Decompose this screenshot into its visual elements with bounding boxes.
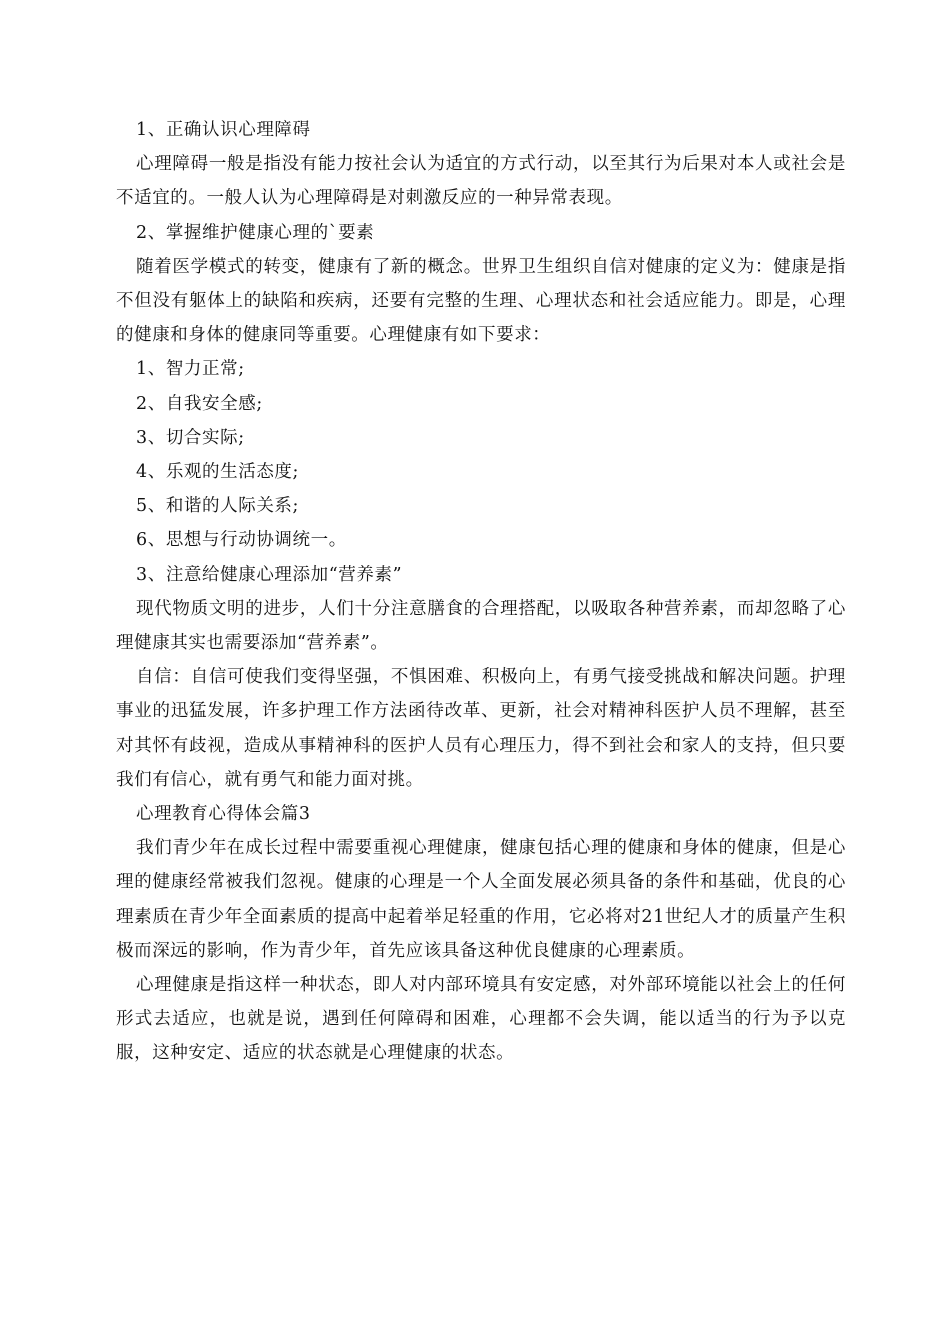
list-item: 5、和谐的人际关系; [136, 496, 300, 517]
heading-1: 1、正确认识心理障碍 [136, 120, 311, 140]
paragraph: 随着医学模式的转变，健康有了新的概念。世界卫生组织自信对健康的定义为：健康是指不但没有躯体上的缺陷和疾病，还要有完整的生理、心理状态和社会适应能力。即是，心理的健康和身体的健康同等重要。心理健康有如下要求： [116, 256, 846, 346]
section-title: 心理教育心得体会篇3 [136, 804, 311, 825]
paragraph: 心理障碍一般是指没有能力按社会认为适宜的方式行动，以至其行为后果对本人或社会是不适宜的。一般人认为心理障碍是对刺激反应的一种异常表现。 [116, 154, 846, 209]
list-item: 3、切合实际; [136, 427, 245, 448]
paragraph: 我们青少年在成长过程中需要重视心理健康，健康包括心理的健康和身体的健康，但是心理的健康经常被我们忽视。健康的心理是一个人全面发展必须具备的条件和基础，优良的心理素质在青少年全面素质的提高中起着举足轻重的作用，它必将对21世纪人才的质量产生积极而深远的影响，作为青少年，首先应该具备这种优良健康的心理素质。 [116, 838, 846, 961]
paragraph: 心理健康是指这样一种状态，即人对内部环境具有安定感，对外部环境能以社会上的任何形式去适应，也就是说，遇到任何障碍和困难，心理都不会失调，能以适当的行为予以克服，这种安定、适应的状态就是心理健康的状态。 [116, 975, 846, 1064]
list-item: 2、自我安全感; [136, 393, 263, 414]
heading-3: 3、注意给健康心理添加“营养素” [136, 564, 403, 585]
list-item: 6、思想与行动协调统一。 [136, 530, 347, 551]
document-body [116, 113, 846, 1071]
paragraph: 自信：自信可使我们变得坚强，不惧困难、积极向上，有勇气接受挑战和解决问题。护理事业的迅猛发展，许多护理工作方法函待改革、更新，社会对精神科医护人员不理解，甚至对其怀有歧视，造成从事精神科的医护人员有心理压力，得不到社会和家人的支持，但只要我们有信心，就有勇气和能力面对挑。 [116, 667, 846, 790]
list-item: 1、智力正常; [136, 359, 245, 380]
paragraph: 现代物质文明的进步，人们十分注意膳食的合理搭配，以吸取各种营养素，而却忽略了心理健康其实也需要添加“营养素”。 [116, 598, 846, 654]
heading-2: 2、掌握维护健康心理的`要素 [136, 222, 375, 243]
list-item: 4、乐观的生活态度; [136, 462, 300, 483]
